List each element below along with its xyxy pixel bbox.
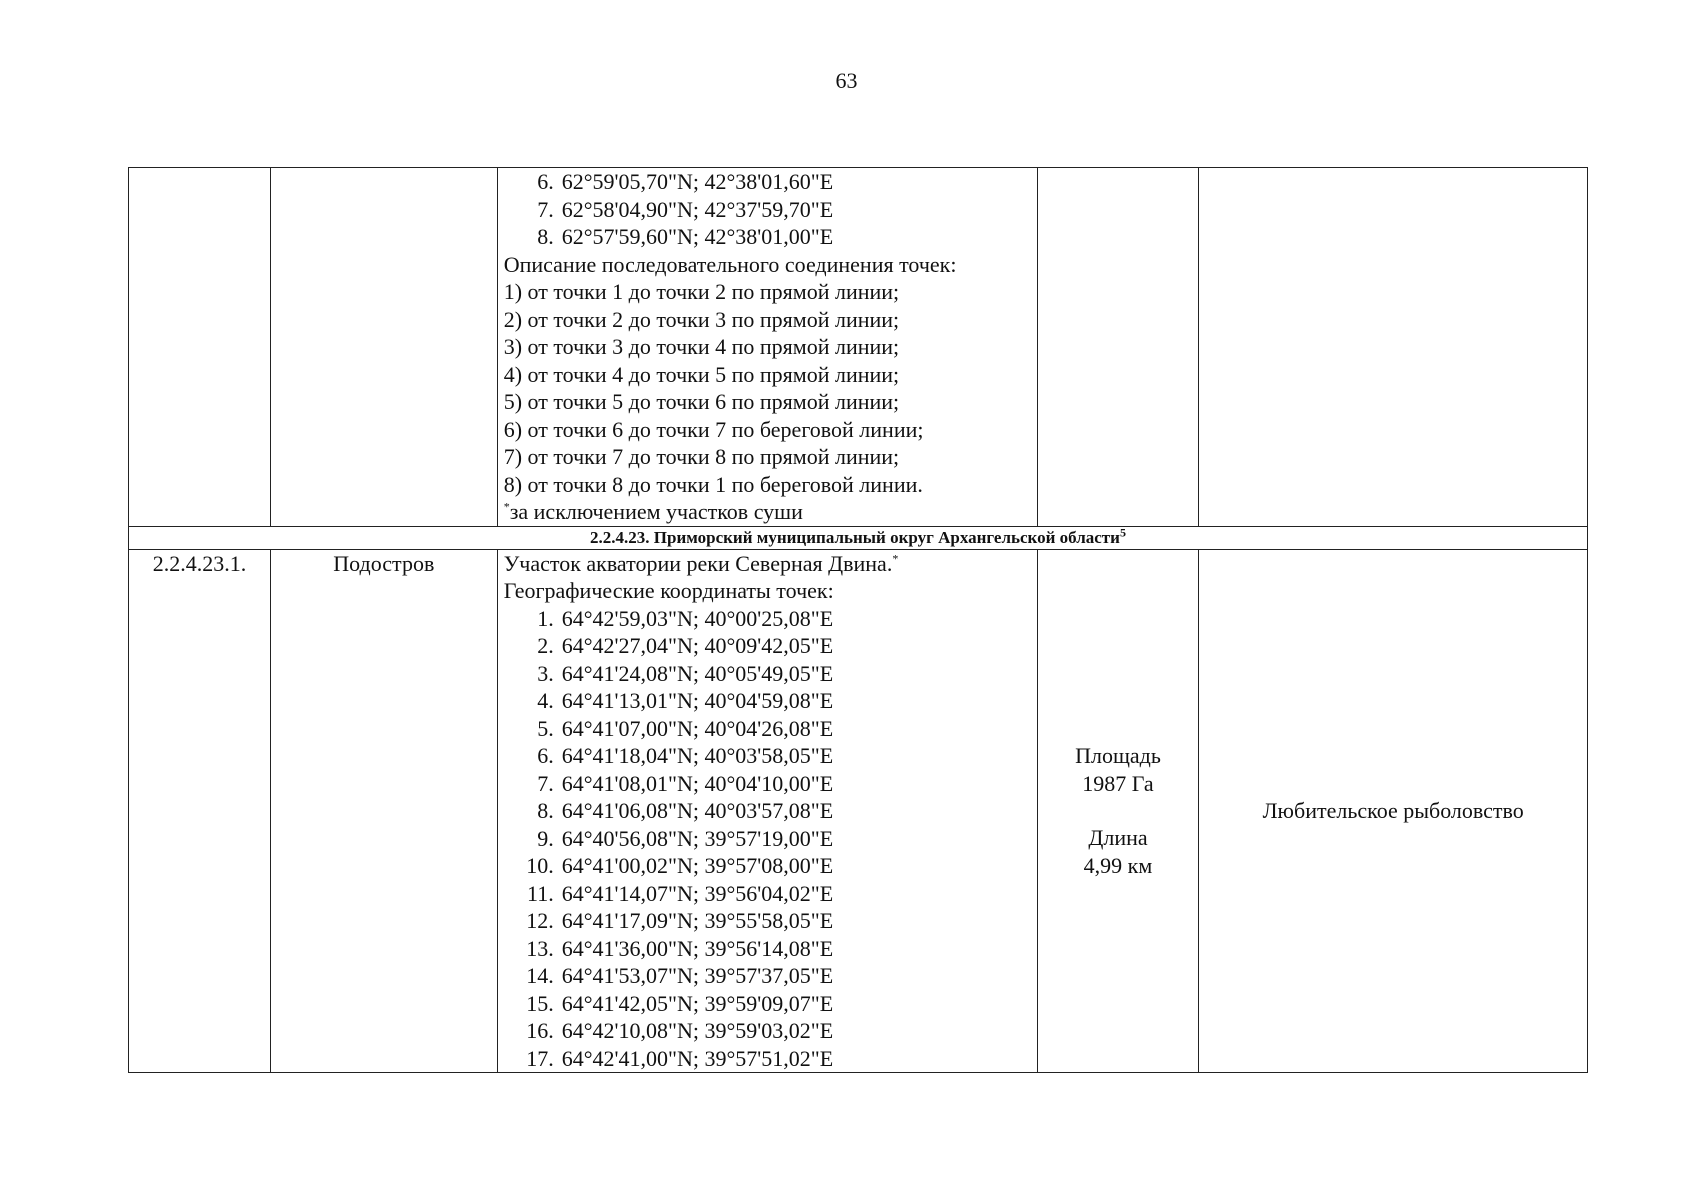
description-text: Участок акватории реки Северная Двина.* [503, 550, 899, 576]
list-item: 1. 64°42'59,03"N; 40°00'25,08"E [537, 605, 834, 631]
list-item: 17. 64°42'41,00"N; 39°57'51,02"E [526, 1045, 834, 1071]
list-item: 8. 62°57'59,60"N; 42°38'01,00"E [537, 224, 834, 249]
footnote: *за исключением участков суши [503, 499, 803, 524]
connection-item: 6) от точки 6 до точки 7 по береговой линии; [503, 416, 924, 442]
row-description [497, 549, 1037, 1073]
list-item: 7. 62°58'04,90"N; 42°37'59,70"E [537, 196, 834, 222]
row-id: 2.2.4.23.1. [129, 549, 271, 1073]
list-item: 13. 64°41'36,00"N; 39°56'14,08"E [526, 935, 834, 961]
connection-item: 3) от точки 3 до точки 4 по прямой линии; [503, 334, 900, 359]
list-item: 5. 64°41'07,00"N; 40°04'26,08"E [537, 715, 834, 741]
purpose-cell [1199, 168, 1588, 527]
connection-item: 5) от точки 5 до точки 6 по прямой линии; [503, 389, 900, 414]
connection-item: 8) от точки 8 до точки 1 по береговой линии. [503, 471, 923, 497]
connection-item: 7) от точки 7 до точки 8 по прямой линии; [503, 444, 900, 469]
connection-title: Описание последовательного соединения точек: [503, 251, 957, 277]
connection-item: 2) от точки 2 до точки 3 по прямой линии; [503, 306, 900, 332]
connection-item: 1) от точки 1 до точки 2 по прямой линии; [503, 279, 900, 304]
list-item: 11. 64°41'14,07"N; 39°56'04,02"E [527, 880, 834, 906]
section-header-row [129, 526, 1588, 549]
list-item: 2. 64°42'27,04"N; 40°09'42,05"E [537, 633, 834, 658]
area-label: Площадь [1075, 743, 1161, 769]
length-value: 4,99 км [1083, 852, 1153, 878]
list-item: 12. 64°41'17,09"N; 39°55'58,05"E [526, 908, 834, 933]
list-item: 6. 62°59'05,70"N; 42°38'01,60"E [537, 169, 834, 194]
list-item: 6. 64°41'18,04"N; 40°03'58,05"E [537, 743, 834, 768]
table-row [129, 549, 1588, 1073]
list-item: 14. 64°41'53,07"N; 39°57'37,05"E [526, 963, 834, 988]
connection-item: 4) от точки 4 до точки 5 по прямой линии; [503, 361, 900, 387]
list-item: 16. 64°42'10,08"N; 39°59'03,02"E [526, 1018, 834, 1043]
section-footnote-mark: 5 [1119, 524, 1126, 539]
row-purpose: Любительское рыболовство [1199, 549, 1588, 1073]
id-cell [129, 168, 271, 527]
points-list [504, 605, 1031, 1073]
area-value: 1987 Га [1082, 770, 1154, 796]
size-cell [1037, 168, 1199, 527]
row-size [1037, 549, 1199, 1073]
continued-points-list [504, 168, 1031, 251]
list-item: 9. 64°40'56,08"N; 39°57'19,00"E [537, 825, 834, 851]
fishing-areas-table [128, 167, 1588, 1073]
description-footnote-mark: * [892, 551, 899, 566]
list-item: 15. 64°41'42,05"N; 39°59'09,07"E [526, 990, 834, 1016]
section-title: 2.2.4.23. Приморский муниципальный округ Архангельской области$^5$ [129, 526, 1588, 549]
list-item: 4. 64°41'13,01"N; 40°04'59,08"E [537, 688, 834, 713]
coords-title: Географические координаты точек: [503, 578, 834, 603]
name-cell [270, 168, 497, 527]
footnote-mark: * [503, 499, 510, 514]
list-item: 3. 64°41'24,08"N; 40°05'49,05"E [537, 660, 834, 686]
list-item: 7. 64°41'08,01"N; 40°04'10,00"E [537, 770, 834, 796]
description-cell [497, 168, 1037, 527]
table-row-continued [129, 168, 1588, 527]
list-item: 8. 64°41'06,08"N; 40°03'57,08"E [537, 798, 834, 823]
length-label: Длина [1088, 825, 1148, 851]
page-number: 63 [835, 68, 858, 93]
row-name: Подостров [270, 549, 497, 1073]
list-item: 10. 64°41'00,02"N; 39°57'08,00"E [526, 853, 834, 878]
